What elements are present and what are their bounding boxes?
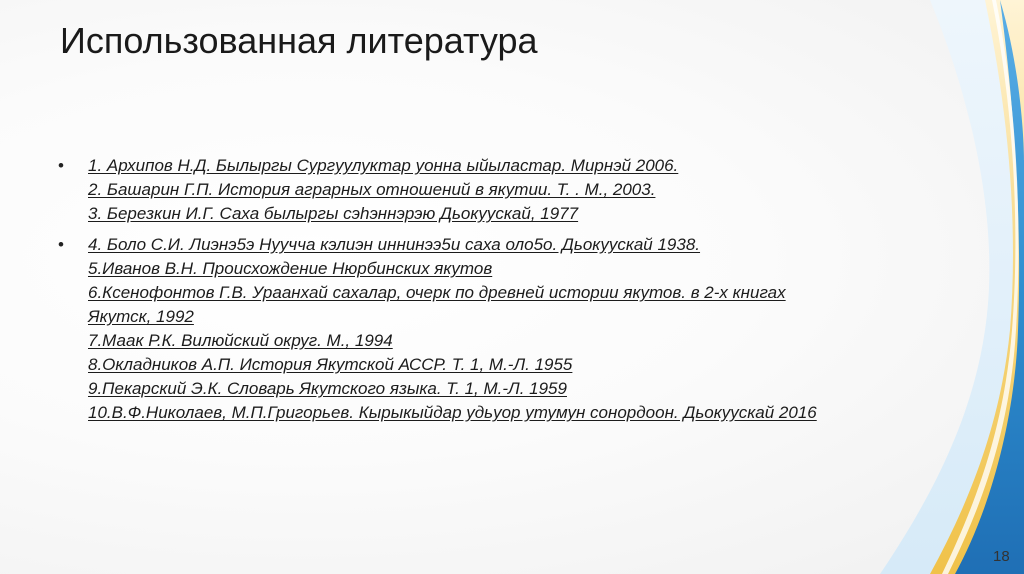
- reference-group-2: [56, 233, 956, 425]
- reference-item: 9.Пекарский Э.К. Словарь Якутского языка. Т. 1, М.-Л. 1959: [88, 379, 567, 398]
- reference-item: 3. Березкин И.Г. Саха былыргы сэһэннэрэю Дьокуускай, 1977: [88, 204, 579, 223]
- page-number: 18: [993, 548, 1010, 565]
- bullet-marker: •: [58, 156, 64, 175]
- reference-item: 5.Иванов В.Н. Происхождение Нюрбинских якутов: [88, 259, 493, 278]
- reference-group-1: [56, 154, 956, 226]
- reference-item: 4. Боло С.И. Лиэнэ5э Нуучча кэлиэн иннинээ5и саха оло5о. Дьокуускай 1938.: [88, 235, 701, 254]
- reference-item-continuation: Якутск, 1992: [88, 307, 194, 326]
- reference-item: 7.Маак Р.К. Вилюйский округ. М., 1994: [88, 331, 393, 350]
- reference-item: 10.В.Ф.Николаев, М.П.Григорьев. Кырыкыйдар удьуор утумун сонордоон. Дьокуускай 2016: [88, 403, 817, 422]
- reference-item: 2. Башарин Г.П. История аграрных отношений в якутии. Т. . М., 2003.: [88, 180, 656, 199]
- reference-item: 1. Архипов Н.Д. Былыргы Сургуулуктар уонна ыйыластар. Мирнэй 2006.: [88, 156, 679, 175]
- slide-title: Использованная литература: [60, 20, 538, 61]
- reference-item: 8.Окладников А.П. История Якутской АССР. Т. 1, М.-Л. 1955: [88, 355, 573, 374]
- bullet-marker: •: [58, 235, 64, 254]
- reference-item: 6.Ксенофонтов Г.В. Ураанхай сахалар, очерк по древней истории якутов. в 2-х книгах: [88, 283, 786, 302]
- references-list: [56, 154, 956, 432]
